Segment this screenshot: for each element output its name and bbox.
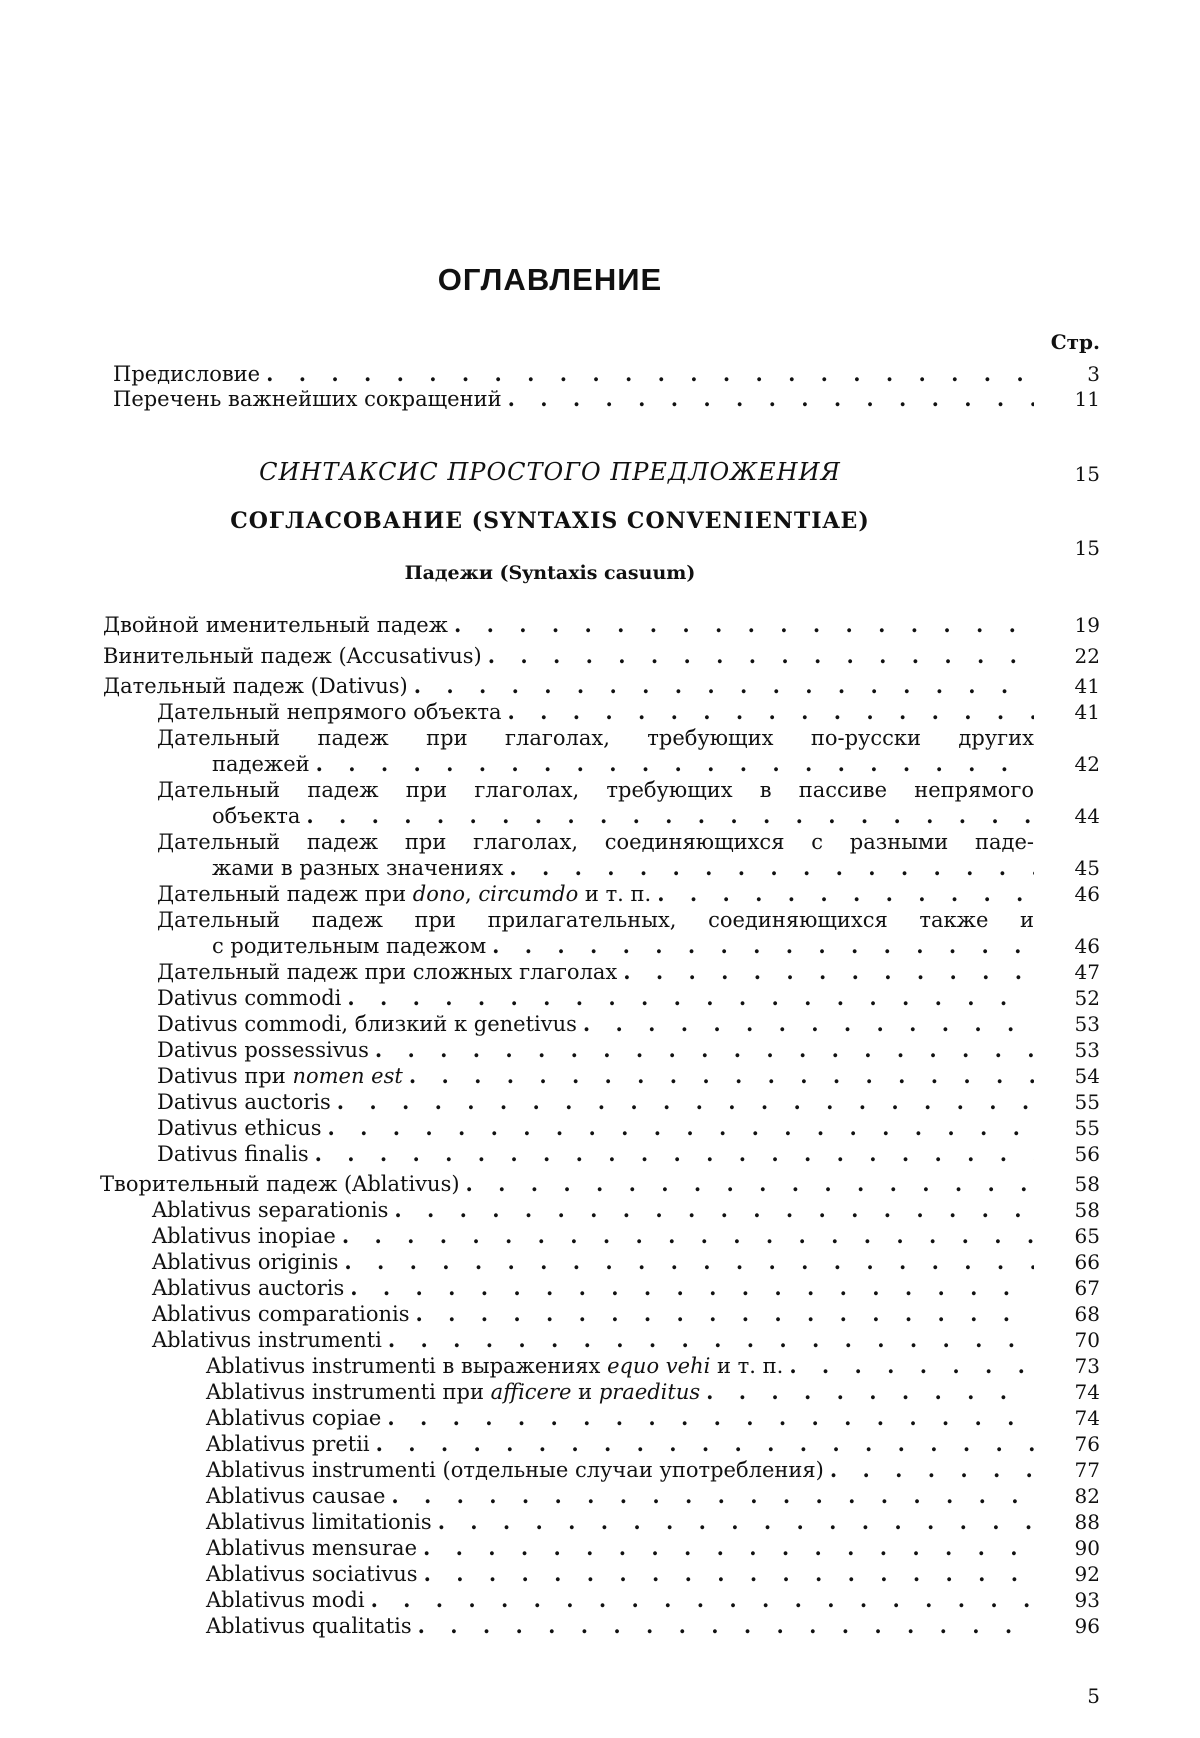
toc-page-number: 67	[1074, 1276, 1100, 1300]
toc-entry-line: Дательный падеж при прилагательных, соединяющихся также и	[157, 908, 1034, 932]
toc-page-number: 45	[1074, 856, 1100, 880]
dot-leader	[344, 1250, 1034, 1274]
toc-entry-label: Dativus finalis	[157, 1142, 309, 1166]
toc-page-number: 41	[1074, 674, 1100, 698]
toc-entry	[157, 1116, 1050, 1140]
toc-entry	[157, 1090, 1050, 1114]
toc-entry	[103, 644, 1050, 668]
toc-entry-label: Ablativus instrumenti	[152, 1328, 382, 1352]
toc-entry-label: жами в разных значениях	[212, 856, 504, 880]
toc-entry-label: Dativus commodi	[157, 986, 342, 1010]
toc-entry-label: Ablativus mensurae	[206, 1536, 417, 1560]
toc-page-number: 22	[1074, 644, 1100, 668]
toc-entry	[206, 1510, 1050, 1534]
toc-entry-label: Dativus при nomen est	[157, 1064, 403, 1088]
toc-entry	[157, 1038, 1050, 1062]
toc-entry-label: Винительный падеж (Accusativus)	[103, 644, 482, 668]
dot-leader	[508, 387, 1034, 411]
toc-page-number: 88	[1074, 1510, 1100, 1534]
toc-entry	[152, 1250, 1050, 1274]
toc-entry	[103, 613, 1050, 637]
dot-leader	[454, 613, 1034, 637]
dot-leader	[387, 1406, 1034, 1430]
toc-entry-abbreviations	[113, 387, 1050, 411]
toc-entry	[206, 1614, 1050, 1638]
toc-page-number: 96	[1074, 1614, 1100, 1638]
toc-page-number: 90	[1074, 1536, 1100, 1560]
toc-entry	[157, 882, 1050, 906]
dot-leader	[438, 1510, 1034, 1534]
toc-page-number: 54	[1074, 1064, 1100, 1088]
toc-entry-line: Дательный падеж при глаголах, требующих в пассиве непрямого	[157, 778, 1034, 802]
dot-leader	[488, 644, 1034, 668]
part-heading: СИНТАКСИС ПРОСТОГО ПРЕДЛОЖЕНИЯ	[259, 458, 841, 486]
toc-entry-label: Перечень важнейших сокращений	[113, 387, 502, 411]
toc-entry-label: Ablativus limitationis	[206, 1510, 432, 1534]
toc-page-number: 92	[1074, 1562, 1100, 1586]
toc-page-number: 46	[1074, 882, 1100, 906]
toc-entry-label: Ablativus comparationis	[152, 1302, 410, 1326]
toc-entry	[152, 1276, 1050, 1300]
toc-entry	[152, 1224, 1050, 1248]
toc-entry-label: Ablativus modi	[206, 1588, 365, 1612]
toc-entry-line: Дательный падеж при глаголах, соединяющихся с разными паде-	[157, 830, 1034, 854]
toc-entry	[212, 934, 1050, 958]
dot-leader	[657, 882, 1034, 906]
toc-page-number: 53	[1074, 1038, 1100, 1062]
dot-leader	[306, 804, 1034, 828]
toc-page-number: 55	[1074, 1090, 1100, 1114]
section-heading: СОГЛАСОВАНИЕ (SYNTAXIS CONVENIENTIAE)	[230, 508, 870, 534]
dot-leader	[315, 1142, 1034, 1166]
toc-page-number: 74	[1074, 1380, 1100, 1404]
dot-leader	[391, 1484, 1034, 1508]
toc-page-number: 19	[1074, 613, 1100, 637]
toc-entry-label: Ablativus auctoris	[152, 1276, 345, 1300]
dot-leader	[388, 1328, 1034, 1352]
dot-leader	[830, 1458, 1034, 1482]
toc-entry	[152, 1328, 1050, 1352]
toc-page-number: 77	[1074, 1458, 1100, 1482]
dot-leader	[789, 1354, 1034, 1378]
toc-entry	[206, 1406, 1050, 1430]
toc-entry	[206, 1354, 1050, 1378]
dot-leader	[316, 752, 1034, 776]
section-page-number: 15	[1074, 536, 1100, 560]
toc-entry-label: падежей	[212, 752, 310, 776]
toc-page-number: 68	[1074, 1302, 1100, 1326]
toc-page-number: 47	[1074, 960, 1100, 984]
toc-entry-label: Dativus possessivus	[157, 1038, 369, 1062]
dot-leader	[337, 1090, 1034, 1114]
toc-entry	[157, 700, 1050, 724]
dot-leader	[414, 674, 1034, 698]
toc-entry	[157, 960, 1050, 984]
toc-page-number: 73	[1074, 1354, 1100, 1378]
toc-entry-label: Ablativus instrumenti при afficere и praeditus	[206, 1380, 701, 1404]
dot-leader	[376, 1432, 1034, 1456]
toc-entry-line: Дательный падеж при глаголах, требующих по-русски других	[157, 726, 1034, 750]
toc-entry	[206, 1432, 1050, 1456]
toc-entry-label: Dativus auctoris	[157, 1090, 331, 1114]
subsection-heading: Падежи (Syntaxis casuum)	[404, 562, 696, 584]
dot-leader	[508, 700, 1034, 724]
toc-entry-label: Dativus ethicus	[157, 1116, 322, 1140]
toc-entry	[103, 674, 1050, 698]
toc-page-number: 42	[1074, 752, 1100, 776]
toc-entry-label: Dativus commodi, близкий к genetivus	[157, 1012, 577, 1036]
toc-entry	[206, 1458, 1050, 1482]
toc-page-number: 46	[1074, 934, 1100, 958]
toc-entry-label: Предисловие	[113, 362, 261, 386]
dot-leader	[706, 1380, 1034, 1404]
toc-entry-label: Ablativus instrumenti (отдельные случаи употребления)	[206, 1458, 824, 1482]
toc-entry	[157, 1142, 1050, 1166]
toc-entry-label: Ablativus inopiae	[152, 1224, 336, 1248]
dot-leader	[583, 1012, 1034, 1036]
toc-entry	[157, 986, 1050, 1010]
dot-leader	[371, 1588, 1034, 1612]
toc-entry	[100, 1172, 1050, 1196]
toc-page-number: 93	[1074, 1588, 1100, 1612]
toc-page-number: 82	[1074, 1484, 1100, 1508]
dot-leader	[424, 1562, 1034, 1586]
toc-entry-label: Дательный падеж при сложных глаголах	[157, 960, 618, 984]
toc-entry	[157, 1012, 1050, 1036]
dot-leader	[492, 934, 1034, 958]
toc-entry	[206, 1380, 1050, 1404]
toc-page-number: 3	[1087, 362, 1100, 386]
page-column-header: Стр.	[1050, 330, 1100, 354]
toc-entry-label: Ablativus causae	[206, 1484, 386, 1508]
toc-page-number: 65	[1074, 1224, 1100, 1248]
toc-entry	[206, 1562, 1050, 1586]
toc-page-number: 74	[1074, 1406, 1100, 1430]
toc-entry-label: Ablativus separationis	[152, 1198, 389, 1222]
toc-entry-label: с родительным падежом	[212, 934, 487, 958]
toc-entry-label: Ablativus qualitatis	[206, 1614, 412, 1638]
toc-entry-label: Ablativus pretii	[206, 1432, 370, 1456]
dot-leader	[409, 1064, 1034, 1088]
dot-leader	[418, 1614, 1034, 1638]
toc-entry-label: объекта	[212, 804, 301, 828]
toc-entry-label: Двойной именительный падеж	[103, 613, 448, 637]
toc-entry-label: Ablativus instrumenti в выражениях equo vehi и т. п.	[206, 1354, 784, 1378]
toc-entry-label: Ablativus sociativus	[206, 1562, 418, 1586]
toc-entry-label: Ablativus copiae	[206, 1406, 382, 1430]
toc-entry	[212, 804, 1050, 828]
toc-entry	[206, 1484, 1050, 1508]
toc-entry	[152, 1302, 1050, 1326]
toc-entry	[206, 1536, 1050, 1560]
toc-entry-label: Дательный непрямого объекта	[157, 700, 502, 724]
toc-entry	[206, 1588, 1050, 1612]
dot-leader	[266, 362, 1034, 386]
dot-leader	[347, 986, 1034, 1010]
dot-leader	[328, 1116, 1034, 1140]
page-title: ОГЛАВЛЕНИЕ	[437, 262, 663, 297]
toc-entry-label: Творительный падеж (Ablativus)	[100, 1172, 460, 1196]
toc-page-number: 11	[1074, 387, 1100, 411]
toc-page-number: 66	[1074, 1250, 1100, 1274]
dot-leader	[509, 856, 1034, 880]
part-page-number: 15	[1074, 462, 1100, 486]
dot-leader	[416, 1302, 1035, 1326]
toc-page-number: 44	[1074, 804, 1100, 828]
dot-leader	[375, 1038, 1034, 1062]
toc-page-number: 53	[1074, 1012, 1100, 1036]
toc-page-number: 58	[1074, 1172, 1100, 1196]
dot-leader	[394, 1198, 1034, 1222]
toc-entry	[212, 752, 1050, 776]
toc-entry-label: Дательный падеж (Dativus)	[103, 674, 408, 698]
toc-page-number: 76	[1074, 1432, 1100, 1456]
toc-entry	[152, 1198, 1050, 1222]
toc-page-number: 55	[1074, 1116, 1100, 1140]
toc-page-number: 56	[1074, 1142, 1100, 1166]
page-number-footer: 5	[1087, 1684, 1100, 1708]
toc-entry	[157, 1064, 1050, 1088]
dot-leader	[342, 1224, 1034, 1248]
toc-entry-preface	[113, 362, 1050, 386]
toc-page-number: 41	[1074, 700, 1100, 724]
toc-entry-label: Дательный падеж при dono, circumdo и т. п.	[157, 882, 652, 906]
toc-page-number: 70	[1074, 1328, 1100, 1352]
toc-entry-label: Ablativus originis	[152, 1250, 339, 1274]
toc-page-number: 58	[1074, 1198, 1100, 1222]
dot-leader	[466, 1172, 1034, 1196]
toc-entry	[212, 856, 1050, 880]
toc-page-number: 52	[1074, 986, 1100, 1010]
dot-leader	[350, 1276, 1034, 1300]
dot-leader	[423, 1536, 1034, 1560]
dot-leader	[623, 960, 1034, 984]
